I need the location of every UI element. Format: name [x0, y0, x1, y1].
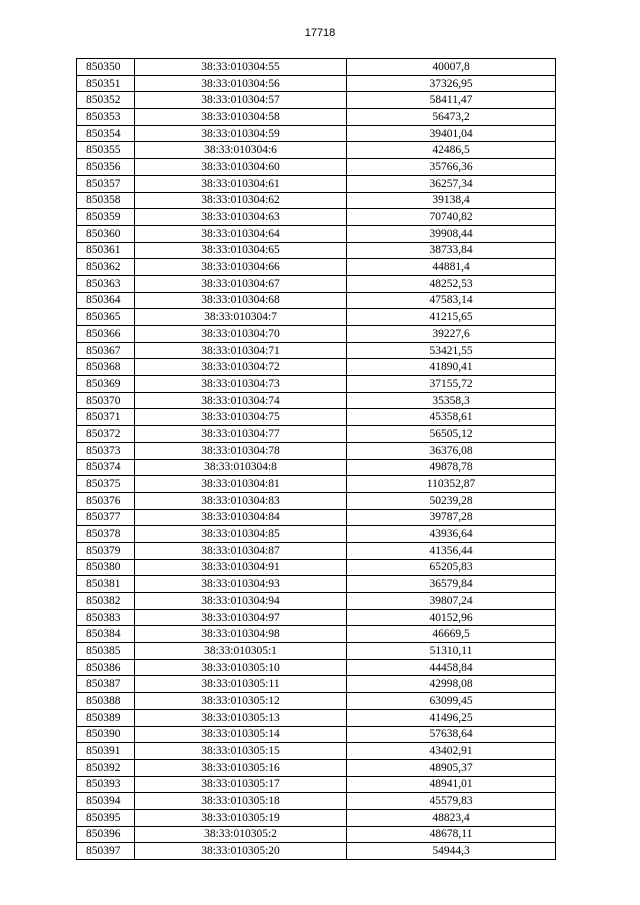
row-number-cell: 850368 — [77, 359, 135, 376]
cadastral-value-cell: 35766,36 — [347, 159, 556, 176]
cadastral-number-cell: 38:33:010304:94 — [135, 593, 347, 610]
table-row — [77, 442, 556, 459]
row-number-cell: 850397 — [77, 843, 135, 860]
table-row — [77, 476, 556, 493]
cadastral-number-cell: 38:33:010304:83 — [135, 492, 347, 509]
cadastral-number-cell: 38:33:010304:84 — [135, 509, 347, 526]
cadastral-value-cell: 41356,44 — [347, 542, 556, 559]
cadastral-number-cell: 38:33:010304:68 — [135, 292, 347, 309]
row-number-cell: 850378 — [77, 526, 135, 543]
table-row — [77, 542, 556, 559]
cadastral-number-cell: 38:33:010304:58 — [135, 109, 347, 126]
cadastral-value-cell: 37155,72 — [347, 376, 556, 393]
row-number-cell: 850366 — [77, 326, 135, 343]
cadastral-number-cell: 38:33:010305:12 — [135, 693, 347, 710]
cadastral-number-cell: 38:33:010304:64 — [135, 225, 347, 242]
cadastral-value-cell: 39227,6 — [347, 326, 556, 343]
cadastral-value-cell: 39138,4 — [347, 192, 556, 209]
row-number-cell: 850355 — [77, 142, 135, 159]
cadastral-number-cell: 38:33:010304:7 — [135, 309, 347, 326]
page-number: 17718 — [304, 27, 336, 39]
cadastral-value-cell: 50239,28 — [347, 492, 556, 509]
cadastral-number-cell: 38:33:010305:1 — [135, 643, 347, 660]
cadastral-value-cell: 48678,11 — [347, 826, 556, 843]
cadastral-value-cell: 42998,08 — [347, 676, 556, 693]
row-number-cell: 850374 — [77, 459, 135, 476]
table-row — [77, 209, 556, 226]
cadastral-number-cell: 38:33:010304:81 — [135, 476, 347, 493]
table-row — [77, 175, 556, 192]
cadastral-value-cell: 39908,44 — [347, 225, 556, 242]
table-row — [77, 743, 556, 760]
cadastral-number-cell: 38:33:010304:77 — [135, 426, 347, 443]
table-row — [77, 576, 556, 593]
row-number-cell: 850376 — [77, 492, 135, 509]
table-row — [77, 359, 556, 376]
cadastral-number-cell: 38:33:010304:73 — [135, 376, 347, 393]
row-number-cell: 850379 — [77, 542, 135, 559]
table-row — [77, 459, 556, 476]
table-row — [77, 426, 556, 443]
cadastral-number-cell: 38:33:010304:66 — [135, 259, 347, 276]
table-row — [77, 693, 556, 710]
cadastral-value-cell: 51310,11 — [347, 643, 556, 660]
cadastral-number-cell: 38:33:010304:62 — [135, 192, 347, 209]
row-number-cell: 850353 — [77, 109, 135, 126]
cadastral-number-cell: 38:33:010304:98 — [135, 626, 347, 643]
row-number-cell: 850356 — [77, 159, 135, 176]
row-number-cell: 850360 — [77, 225, 135, 242]
cadastral-value-cell: 46669,5 — [347, 626, 556, 643]
cadastral-value-cell: 57638,64 — [347, 726, 556, 743]
cadastral-number-cell: 38:33:010304:59 — [135, 125, 347, 142]
row-number-cell: 850365 — [77, 309, 135, 326]
row-number-cell: 850358 — [77, 192, 135, 209]
cadastral-value-cell: 56505,12 — [347, 426, 556, 443]
table-row — [77, 392, 556, 409]
table-row — [77, 759, 556, 776]
cadastral-number-cell: 38:33:010304:75 — [135, 409, 347, 426]
row-number-cell: 850373 — [77, 442, 135, 459]
row-number-cell: 850388 — [77, 693, 135, 710]
table-row — [77, 92, 556, 109]
table-row — [77, 492, 556, 509]
cadastral-value-cell: 48905,37 — [347, 759, 556, 776]
cadastral-value-cell: 43936,64 — [347, 526, 556, 543]
cadastral-number-cell: 38:33:010304:67 — [135, 275, 347, 292]
cadastral-value-table — [76, 58, 556, 860]
cadastral-number-cell: 38:33:010304:74 — [135, 392, 347, 409]
table-row — [77, 709, 556, 726]
cadastral-value-cell: 42486,5 — [347, 142, 556, 159]
cadastral-value-cell: 35358,3 — [347, 392, 556, 409]
row-number-cell: 850371 — [77, 409, 135, 426]
row-number-cell: 850361 — [77, 242, 135, 259]
cadastral-number-cell: 38:33:010305:18 — [135, 793, 347, 810]
row-number-cell: 850386 — [77, 659, 135, 676]
cadastral-number-cell: 38:33:010305:10 — [135, 659, 347, 676]
row-number-cell: 850384 — [77, 626, 135, 643]
row-number-cell: 850394 — [77, 793, 135, 810]
cadastral-number-cell: 38:33:010304:72 — [135, 359, 347, 376]
cadastral-value-cell: 45358,61 — [347, 409, 556, 426]
cadastral-value-cell: 70740,82 — [347, 209, 556, 226]
cadastral-number-cell: 38:33:010304:63 — [135, 209, 347, 226]
row-number-cell: 850372 — [77, 426, 135, 443]
table-row — [77, 843, 556, 860]
cadastral-number-cell: 38:33:010304:65 — [135, 242, 347, 259]
row-number-cell: 850383 — [77, 609, 135, 626]
cadastral-number-cell: 38:33:010304:70 — [135, 326, 347, 343]
row-number-cell: 850377 — [77, 509, 135, 526]
row-number-cell: 850364 — [77, 292, 135, 309]
row-number-cell: 850369 — [77, 376, 135, 393]
row-number-cell: 850385 — [77, 643, 135, 660]
cadastral-number-cell: 38:33:010304:6 — [135, 142, 347, 159]
cadastral-number-cell: 38:33:010305:2 — [135, 826, 347, 843]
cadastral-value-cell: 39807,24 — [347, 593, 556, 610]
row-number-cell: 850351 — [77, 75, 135, 92]
cadastral-value-cell: 36376,08 — [347, 442, 556, 459]
table-row — [77, 793, 556, 810]
cadastral-number-cell: 38:33:010305:19 — [135, 809, 347, 826]
cadastral-value-cell: 36579,84 — [347, 576, 556, 593]
table-row — [77, 659, 556, 676]
table-row — [77, 159, 556, 176]
table-row — [77, 609, 556, 626]
table-row — [77, 309, 556, 326]
table-row — [77, 59, 556, 76]
table-row — [77, 75, 556, 92]
cadastral-number-cell: 38:33:010304:57 — [135, 92, 347, 109]
cadastral-number-cell: 38:33:010304:55 — [135, 59, 347, 76]
table-row — [77, 242, 556, 259]
row-number-cell: 850352 — [77, 92, 135, 109]
cadastral-number-cell: 38:33:010304:85 — [135, 526, 347, 543]
row-number-cell: 850392 — [77, 759, 135, 776]
row-number-cell: 850370 — [77, 392, 135, 409]
row-number-cell: 850362 — [77, 259, 135, 276]
table-row — [77, 826, 556, 843]
cadastral-number-cell: 38:33:010305:14 — [135, 726, 347, 743]
row-number-cell: 850393 — [77, 776, 135, 793]
table-row — [77, 376, 556, 393]
row-number-cell: 850363 — [77, 275, 135, 292]
row-number-cell: 850357 — [77, 175, 135, 192]
table-row — [77, 225, 556, 242]
cadastral-value-cell: 43402,91 — [347, 743, 556, 760]
table-body — [77, 59, 556, 860]
cadastral-value-cell: 53421,55 — [347, 342, 556, 359]
table-row — [77, 292, 556, 309]
table-row — [77, 643, 556, 660]
row-number-cell: 850375 — [77, 476, 135, 493]
cadastral-value-cell: 45579,83 — [347, 793, 556, 810]
cadastral-value-cell: 41496,25 — [347, 709, 556, 726]
cadastral-value-cell: 58411,47 — [347, 92, 556, 109]
cadastral-number-cell: 38:33:010304:61 — [135, 175, 347, 192]
cadastral-value-cell: 48823,4 — [347, 809, 556, 826]
cadastral-number-cell: 38:33:010304:56 — [135, 75, 347, 92]
row-number-cell: 850354 — [77, 125, 135, 142]
row-number-cell: 850395 — [77, 809, 135, 826]
row-number-cell: 850387 — [77, 676, 135, 693]
table-row — [77, 142, 556, 159]
cadastral-number-cell: 38:33:010304:87 — [135, 542, 347, 559]
row-number-cell: 850359 — [77, 209, 135, 226]
cadastral-value-cell: 44881,4 — [347, 259, 556, 276]
cadastral-number-cell: 38:33:010304:91 — [135, 559, 347, 576]
table-row — [77, 125, 556, 142]
row-number-cell: 850382 — [77, 593, 135, 610]
cadastral-number-cell: 38:33:010305:13 — [135, 709, 347, 726]
cadastral-value-cell: 110352,87 — [347, 476, 556, 493]
cadastral-value-cell: 44458,84 — [347, 659, 556, 676]
cadastral-value-cell: 36257,34 — [347, 175, 556, 192]
cadastral-value-cell: 54944,3 — [347, 843, 556, 860]
table-row — [77, 109, 556, 126]
row-number-cell: 850350 — [77, 59, 135, 76]
row-number-cell: 850391 — [77, 743, 135, 760]
row-number-cell: 850381 — [77, 576, 135, 593]
cadastral-value-cell: 41215,65 — [347, 309, 556, 326]
cadastral-value-cell: 48941,01 — [347, 776, 556, 793]
table-row — [77, 509, 556, 526]
table-row — [77, 626, 556, 643]
cadastral-number-cell: 38:33:010305:15 — [135, 743, 347, 760]
row-number-cell: 850380 — [77, 559, 135, 576]
table-row — [77, 326, 556, 343]
table-row — [77, 726, 556, 743]
row-number-cell: 850367 — [77, 342, 135, 359]
cadastral-value-cell: 38733,84 — [347, 242, 556, 259]
cadastral-number-cell: 38:33:010304:8 — [135, 459, 347, 476]
cadastral-value-cell: 40152,96 — [347, 609, 556, 626]
cadastral-number-cell: 38:33:010304:78 — [135, 442, 347, 459]
table-row — [77, 192, 556, 209]
row-number-cell: 850389 — [77, 709, 135, 726]
row-number-cell: 850396 — [77, 826, 135, 843]
cadastral-number-cell: 38:33:010305:20 — [135, 843, 347, 860]
cadastral-number-cell: 38:33:010304:93 — [135, 576, 347, 593]
table-row — [77, 559, 556, 576]
table-row — [77, 342, 556, 359]
table-row — [77, 809, 556, 826]
cadastral-value-cell: 48252,53 — [347, 275, 556, 292]
cadastral-value-cell: 47583,14 — [347, 292, 556, 309]
cadastral-number-cell: 38:33:010304:71 — [135, 342, 347, 359]
cadastral-number-cell: 38:33:010305:11 — [135, 676, 347, 693]
table-row — [77, 259, 556, 276]
cadastral-value-cell: 63099,45 — [347, 693, 556, 710]
row-number-cell: 850390 — [77, 726, 135, 743]
table-row — [77, 275, 556, 292]
table-row — [77, 593, 556, 610]
cadastral-value-cell: 39401,04 — [347, 125, 556, 142]
cadastral-value-cell: 37326,95 — [347, 75, 556, 92]
table-row — [77, 776, 556, 793]
cadastral-number-cell: 38:33:010304:97 — [135, 609, 347, 626]
cadastral-value-cell: 56473,2 — [347, 109, 556, 126]
cadastral-number-cell: 38:33:010304:60 — [135, 159, 347, 176]
cadastral-value-cell: 41890,41 — [347, 359, 556, 376]
table-row — [77, 676, 556, 693]
cadastral-value-cell: 40007,8 — [347, 59, 556, 76]
table-row — [77, 409, 556, 426]
table-row — [77, 526, 556, 543]
cadastral-value-cell: 49878,78 — [347, 459, 556, 476]
cadastral-value-cell: 39787,28 — [347, 509, 556, 526]
cadastral-number-cell: 38:33:010305:16 — [135, 759, 347, 776]
cadastral-value-cell: 65205,83 — [347, 559, 556, 576]
cadastral-number-cell: 38:33:010305:17 — [135, 776, 347, 793]
